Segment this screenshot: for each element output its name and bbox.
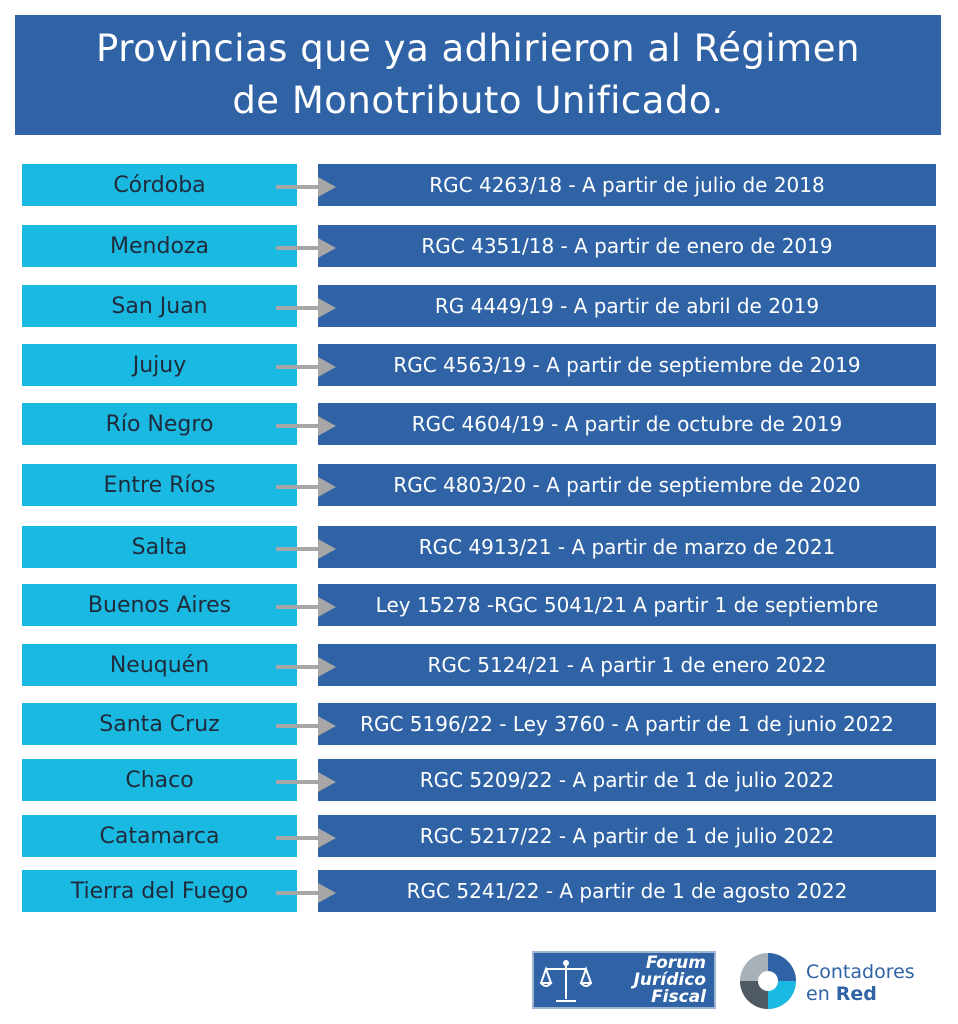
arrow-right-icon: [276, 176, 338, 198]
regulation-text: RGC 5217/22 - A partir de 1 de julio 2022: [318, 815, 936, 857]
province-name: Neuquén: [22, 644, 297, 686]
province-row: [0, 759, 958, 803]
aperture-icon: [738, 951, 798, 1011]
regulation-text: RGC 5196/22 - Ley 3760 - A partir de 1 de junio 2022: [318, 703, 936, 745]
regulation-text: RGC 5241/22 - A partir de 1 de agosto 2022: [318, 870, 936, 912]
contadores-logo-line-2: [806, 983, 877, 1005]
forum-juridico-fiscal-logo: [532, 951, 716, 1009]
arrow-right-icon: [276, 415, 338, 437]
province-name: Catamarca: [22, 815, 297, 857]
arrow-right-icon: [276, 771, 338, 793]
arrow-right-icon: [276, 538, 338, 560]
regulation-text: RGC 4604/19 - A partir de octubre de 2019: [318, 403, 936, 445]
regulation-text: RGC 5209/22 - A partir de 1 de julio 2022: [318, 759, 936, 801]
province-row: [0, 584, 958, 628]
province-row: [0, 870, 958, 914]
arrow-right-icon: [276, 715, 338, 737]
regulation-text: RGC 5124/21 - A partir 1 de enero 2022: [318, 644, 936, 686]
arrow-right-icon: [276, 356, 338, 378]
province-name: San Juan: [22, 285, 297, 327]
arrow-right-icon: [276, 882, 338, 904]
page-title-line-2: de Monotributo Unificado.: [232, 79, 724, 122]
province-row: [0, 464, 958, 508]
page-title-banner: [15, 15, 941, 135]
regulation-text: RGC 4913/21 - A partir de marzo de 2021: [318, 526, 936, 568]
province-name: Mendoza: [22, 225, 297, 267]
scale-of-justice-icon: [540, 957, 592, 1005]
arrow-right-icon: [276, 237, 338, 259]
forum-logo-line-3: Fiscal: [651, 987, 706, 1007]
province-name: Buenos Aires: [22, 584, 297, 626]
arrow-right-icon: [276, 596, 338, 618]
regulation-text: Ley 15278 -RGC 5041/21 A partir 1 de septiembre: [318, 584, 936, 626]
forum-logo-line-1: Forum: [645, 953, 706, 973]
province-name: Tierra del Fuego: [22, 870, 297, 912]
province-name: Córdoba: [22, 164, 297, 206]
regulation-text: RGC 4351/18 - A partir de enero de 2019: [318, 225, 936, 267]
arrow-right-icon: [276, 297, 338, 319]
province-name: Jujuy: [22, 344, 297, 386]
regulation-text: RGC 4563/19 - A partir de septiembre de 2019: [318, 344, 936, 386]
province-name: Salta: [22, 526, 297, 568]
contadores-logo-line-1: Contadores: [806, 961, 915, 983]
province-row: [0, 644, 958, 688]
footer-logos: [0, 945, 958, 1015]
province-name: Entre Ríos: [22, 464, 297, 506]
regulation-text: RGC 4803/20 - A partir de septiembre de 2020: [318, 464, 936, 506]
province-row: [0, 703, 958, 747]
regulation-text: RGC 4263/18 - A partir de julio de 2018: [318, 164, 936, 206]
regulation-text: RG 4449/19 - A partir de abril de 2019: [318, 285, 936, 327]
contadores-logo-word-red: Red: [835, 983, 877, 1005]
province-name: Santa Cruz: [22, 703, 297, 745]
province-name: Chaco: [22, 759, 297, 801]
province-row: [0, 344, 958, 388]
arrow-right-icon: [276, 827, 338, 849]
province-row: [0, 815, 958, 859]
province-name: Río Negro: [22, 403, 297, 445]
contadores-logo-word-en: en: [806, 983, 830, 1005]
page-title-line-1: Provincias que ya adhirieron al Régimen: [96, 27, 860, 70]
province-row: [0, 403, 958, 447]
province-row: [0, 164, 958, 208]
province-row: [0, 285, 958, 329]
arrow-right-icon: [276, 476, 338, 498]
forum-logo-line-2: Jurídico: [633, 970, 706, 990]
contadores-en-red-logo: [738, 949, 938, 1013]
province-row: [0, 526, 958, 570]
arrow-right-icon: [276, 656, 338, 678]
province-row: [0, 225, 958, 269]
